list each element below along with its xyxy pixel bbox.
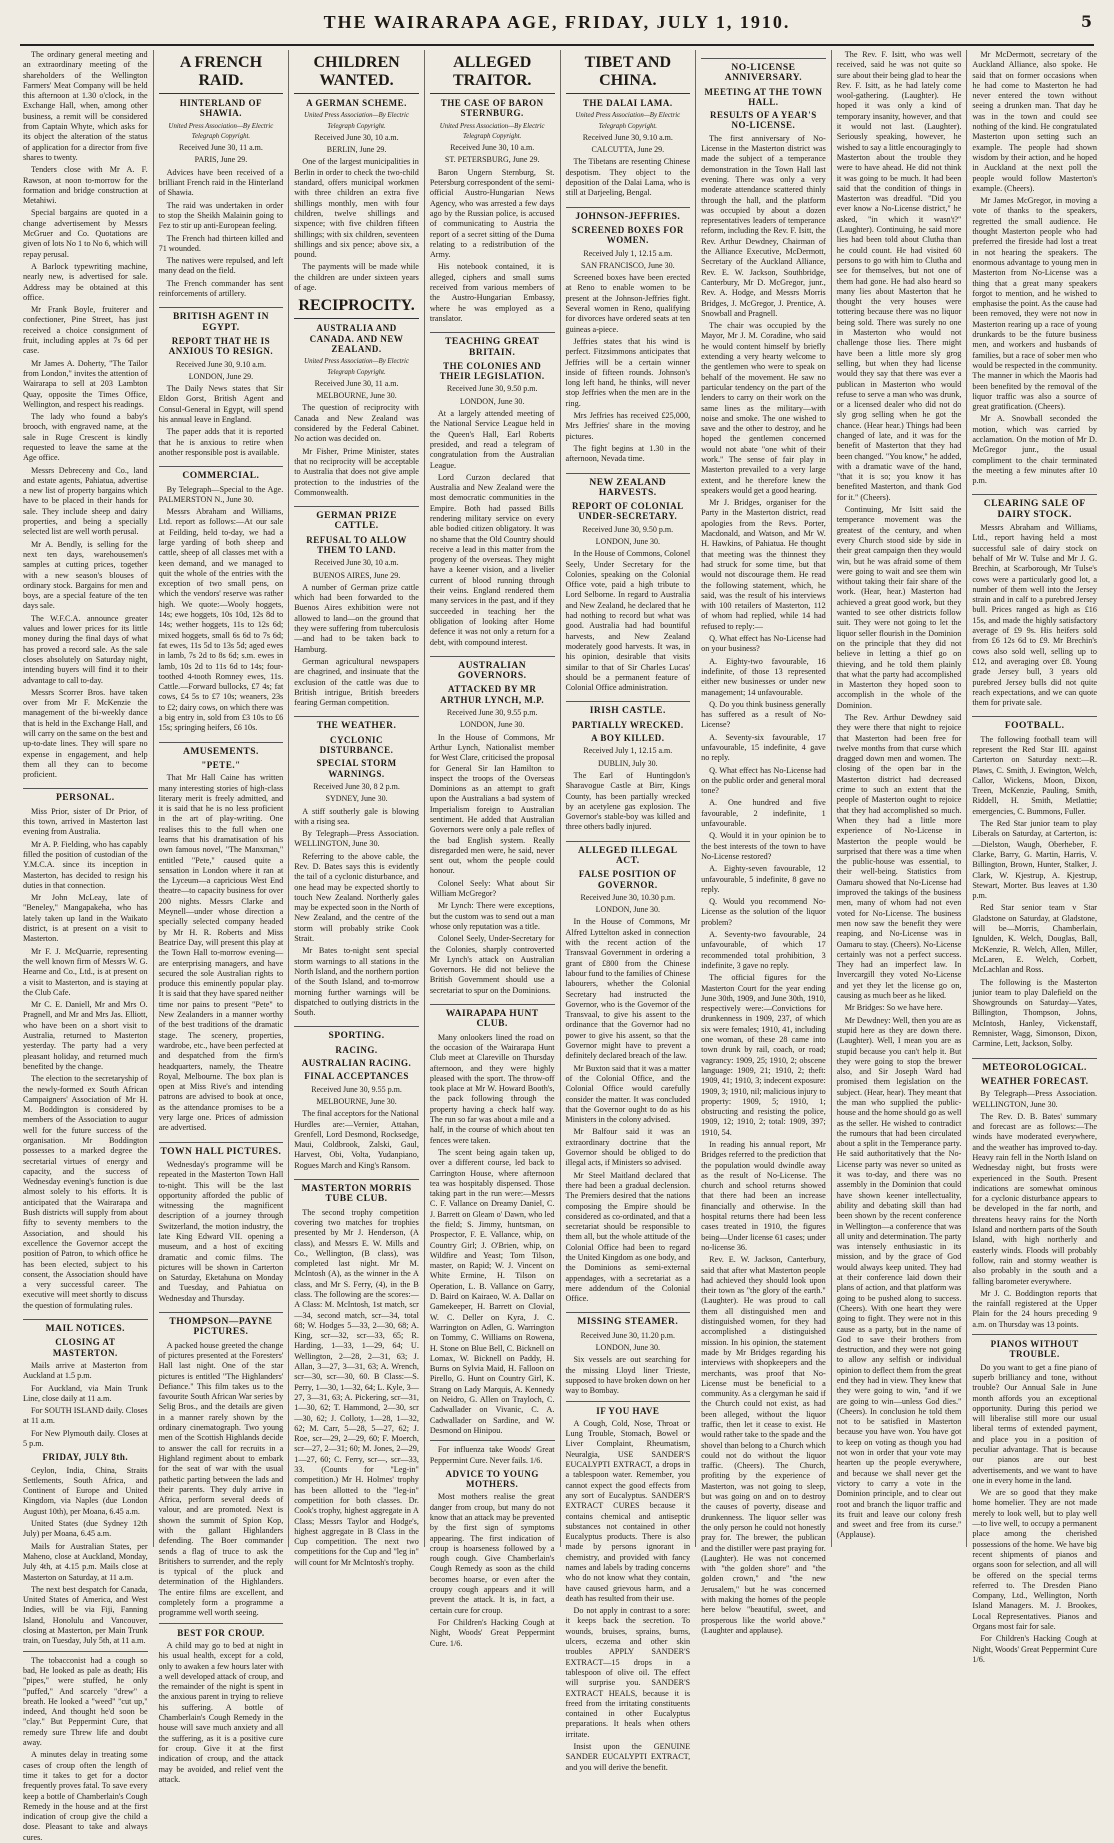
column-2 — [153, 50, 289, 1784]
section-heading: THE WEATHER. — [294, 716, 419, 731]
section-heading: NEW ZEALAND HARVESTS. — [566, 473, 691, 499]
paragraph: Messrs Scorrer Bros. have taken over from Mr F. McKenzie the management of the bi-weekly dance that is held in the Exchange Hall, and will carry on the same on the best and up-to-date lines. They will spare no expense in engagement, and help them all they can to become proficient. — [23, 687, 148, 780]
section-heading: GERMAN PRIZE CATTLE. — [294, 506, 419, 532]
paragraph: By Telegraph—Special to the Age. PALMERSTON N., June 30. — [158, 484, 284, 504]
paragraph: The question of reciprocity with Canada and New Zealand was considered by the Federal Cabinet. No action was decided on. — [294, 403, 419, 444]
dateline: SAN FRANCISCO, June 30. — [581, 260, 675, 270]
paragraph: Advices have been received of a brilliant French raid in the Hinterland of Shawia. — [158, 167, 284, 198]
dateline: Received June 30, 9.50 p.m. — [582, 524, 674, 534]
subheading: A BOY KILLED. — [591, 733, 665, 744]
paragraph: A. One hundred and five favourable, 2 indefinite, 1 unfavourable. — [701, 798, 826, 829]
wire-credit: United Press Association—By Electric Telegraph Copyright. — [168, 122, 274, 140]
paragraph: Jeffries states that his wind is perfect. Fitzsimmons anticipates that Jeffries will be a certain winner inside of fifteen rounds. Johnson's long left hand, he thinks, will never stop Jeffries when the men are in the ring. — [565, 336, 691, 408]
newspaper-title: THE WAIRARAPA AGE, FRIDAY, JULY 1, 1910. — [323, 12, 791, 32]
dateline: LONDON, June 30. — [459, 720, 525, 730]
column-7 — [831, 50, 967, 1547]
subheading: REFUSAL TO ALLOW THEM TO LAND. — [306, 534, 407, 555]
paragraph: Mr Bridges: So we have here. — [844, 1003, 943, 1013]
subheading: ADVICE TO YOUNG MOTHERS. — [445, 1468, 539, 1490]
paragraph: A child may go to bed at night in his usual health, except for a cold, only to awaken a few hours later with a well developed attack of croup, and the remainder of the night is spent in the anxious parent in trying to relieve his suffering. A bottle of Chamberlain's Cough Remedy in the house will save much anxiety and all the suffering, as it is a positive cure for croup. Give it at the first indication of croup, and the attack may be avoided, and relief vent the attack. — [158, 1640, 284, 1784]
dateline: LONDON, June 29. — [188, 371, 254, 381]
subheading: IF YOU HAVE — [596, 1405, 660, 1416]
paragraph: Many onlookers lined the road on the occasion of the Wairarapa Hunt Club meet at Clareville on Thursday afternoon, and they were highly pleased with the sport. The throw-off took place at Mr W. Howard Booth's, the pack following through the property having a check half way. The run so far was about a mile and a half, in the course of which about ten fences were taken. — [429, 1032, 555, 1145]
column-3 — [288, 50, 424, 1567]
subheading: WEATHER FORECAST. — [980, 1075, 1089, 1086]
paragraph: Q. Would you recommend No-License as the solution of the liquor problem? — [701, 897, 826, 927]
dateline: Received June 30, 9.55 p.m. — [311, 1084, 402, 1094]
paragraph: Mr Dewdney: Well, then you are as stupid here as they are down there. (Laughter). Well, I mean you are as stupid because you can't help it. But they were going to stop the brewer also, and Sir Joseph Ward had promised them legislation on the subject. (Hear, hear). They meant that the man who supplied the public-house and the home should go as well as the seller. He wished to contradict the rumours that had been circulated about a split in the Temperance party. He said authoritatively that the No-License party was never so united as it was to-day, and there was no assembly in the Dominion that could have shown keener intellectuality, ability and debating skill than had been shown by the recent conference in Wellington—a conference that was all unity and determination. The party was intensely enthusiastic in its mission, and by the grace of God would always keep united. They had at their conference laid down their plans of action, and that platform was going to be pushed along to success. (Cheers). With one heart they were going to fight. They were not in this cause as a party, but in the name of God to save their brothers from destruction, and they were not going to allow any selfish or individual opinion to deflect them from the great end they had in view. They knew that they were going to win, "and if we are going to win—unless God dies." (Cheers). In conclusion he told them not to be satisfied in Masterton because you have won. You have got to keep on voting as though you had not won in order that your vote may hearten up the people everywhere, and because we shall never get the victory to carry a vote in the Dominion principle, and to clear out root and branch the liquor traffic and its fruit and leave our colony fresh and sweet and free from its curse." (Applause). — [836, 1015, 962, 1540]
dateline: Received June 30, 9.55 p.m. — [446, 708, 538, 718]
paragraph: Mr J. Bridges, organiser for the Party in the Masterton district, read apologies from the Revs. Porter, Macdonald, and Watson, and Mr W. H. Hawkins, of Pahiatua. He thought that meeting was the thinnest they had struck for some time, but that would not discourage them. He read the following statement, which, he said, was the result of his interviews with 100 retailers of Masterton, 112 of whom had replied, while 14 had refused to reply:— — [701, 498, 826, 631]
paragraph: For New Plymouth daily. Closes at 5 p.m. — [23, 1428, 148, 1448]
subheading: FALSE POSITION OF GOVERNOR. — [578, 869, 677, 890]
paragraph: A Cough, Cold, Nose, Throat or Lung Trouble, Stomach, Bowel or Liver Complaint, Rheumatism, Neuralgia, USE SANDER'S EUCALYPTI EXTRACT, a drops in a tablespoon water. Remember, you cannot expect the good effects from any sort of Eucalyptus. SANDER'S EXTRACT CURES because it contains chemical and antiseptic substances not contained in other Eucalyptus products. There is also made by persons ignorant in chemistry, and provided with fancy names and labels by trading concerns who do not know what they contain, have caused grievous harm, and a death has resulted from their use. — [565, 1418, 691, 1603]
paragraph: The Rev. F. Isitt, who was well received, said he was not quite so sure about their being glad to hear the Rev. F. Isitt, as he had lately come wool-gathering. (Laughter). He hoped it was only a kind of temporary insanity, however, and that it would not last. (Laughter). Seriously speaking, however, he wished to say a little encouragingly to Masterton about the trouble they were to have ahead. He did not think it was going to be much. It had been said that the condition of things in Masterton was dreadful. "Did you ever know a No-License district," he asked, "in which it wasn't?" (Laughter). Continuing, he said more lies had been told about Clutha than he could count. He had visited 60 persons to go with him to Clutha and see for themselves, but not one of them had gone. He had also heard so many lies about Masterton that he thought the very houses were tottering because there was no liquor being sold. There was surely no one in Masterton who would not challenge those lies. There might have been a little more sly grog selling, but when they had license would they say that there was ever a publican in Masterton who would refuse to serve a man who was drunk, or a licensed dealer who did not do sly grog selling when he got the chance. (Hear hear.) Things had been changed of late, and it was for the benefit of Masterton that they had been changed. "You know," he added, with a dramatic wave of the hand, "that it is so; you know it has benefited Masterton, and thank God for it." (Cheers). — [836, 50, 962, 502]
dateline: LONDON, June 30. — [595, 536, 661, 546]
paragraph: Wednesday's programme will be repeated in the Masterton Town Hall to-night. This will be the last opportunity afforded the public of witnessing the magnificent description of a journey through Switzerland, the motion industry, the late King Edward VII. opening a museum, and a host of exciting dramatic and comic films. The pictures will be shown in Carterton on Saturday, Eketahuna on Monday and Tuesday, and Pahiatua on Wednesday and Thursday. — [158, 1159, 284, 1303]
subheading: FINAL ACCEPTANCES — [304, 1071, 409, 1082]
column-5 — [560, 50, 696, 1772]
wire-credit: United Press Association—By Electric Telegraph Copyright. — [575, 112, 681, 130]
paragraph: Mr McDermott, secretary of the Auckland Alliance, also spoke. He said that on former occasions when he had come to Masterton he had never entered the town without seeing a drunken man. That day he was in the town and could see nothing of the kind. He congratulated Masterton upon setting such an example. The people had shown wisdom by their action, and he hoped in Auckland at the next poll the people would follow Masterton's example. (Cheers). — [972, 50, 1097, 193]
headline: TIBET AND CHINA. — [566, 54, 691, 94]
section-heading: WAIRAPAPA HUNT CLUB. — [430, 1004, 555, 1030]
column-6 — [695, 50, 831, 1635]
subheading: ATTACKED BY MR ARTHUR LYNCH, M.P. — [440, 684, 545, 705]
paragraph: Mr Frank Boyle, fruiterer and confectioner, Pine Street, has just received a choice consignment of fruit, including apples at 7s 6d per case. — [23, 305, 148, 356]
subheading: THE COLONIES AND THEIR LEGISLATION. — [439, 360, 545, 382]
paragraph: Most mothers realise the great danger from croup, but many do not know that an attack may be prevented by the first sign of symptoms appearing. The first indication of croup is hoarseness followed by a rough cough. Give Chamberlain's Cough Remedy as soon as the child becomes hoarse, or even after the croupy cough appears and it will prevent the attack. It is, in fact, a certain cure for croup. — [429, 1492, 555, 1615]
paragraph: Messrs Abraham and Williams, Ltd. report as follows:—At our sale at Feilding, held to-day, we had a large yarding of both sheep and cattle, sheep of all classes met with a keen demand, and we managed to quit the whole of the entries with the exception of two small pens, on which the vendors' reserve was rather high. We quote:—Wooly hoggets, 14s; ewe hoggets, 10s 10d, 12s 8d to 14s; wether hoggets, 11s to 12s 6d; mixed hoggets, small 6s 6d to 7s 6d; fat ewes, 11s 5d to 13s 5d; aged ewes in lamb, 7s 2d to 8s 6d; s.m. ewes in lamb, 10s 2d to 11s 6d to 14s; four-toothed 4-tooth Romney ewes, 11s. Cattle.—Forward bullocks, £7 4s; fat cows, £4 5s to £7 10s; weaners, 23s to £2; dairy cows, on which there was a big entry in, sold from £3 10s to £6 15s; springing heifers, £6 10s. — [158, 507, 284, 733]
paragraph: Rev. E. W. Jackson, Canterbury, said that after what Masterton people had achieved they should look upon their town as "the glory of the earth." (Laughter). He was proud to call them all distinguished men and distinguished women, for they had accomplished a distinguished mission. In his opinion, the statement made by Mr Bridges regarding his interviews with shopkeepers and the merchants, was proof that No-License must be beneficial to a community. As a clergyman he said if the Church could not exist, as had been alleged, without the liquor traffic, then let it cease to exist. He would rather take to the spade and the shovel than belong to a Church which could not do without the liquor traffic. (Cheers). The Church, profiting by the experience of Masterton, was not going to sleep, but was going on and on to destroy the causes of poverty, disease and drunkenness. The liquor seller was the only person he could not honestly pray for. The brewer, the publican and the distiller were past praying for. (Laughter). He was not concerned with "the golden shore" and "the golden crown," and "the new Jerusalem," but he was concerned with making the homes of the people here below "beautiful, sweet, and prosperous like the world above." (Laughter and applause). — [701, 1255, 826, 1635]
dateline: Received July 1, 12.15 a.m. — [583, 248, 673, 258]
headline: RECIPROCITY. — [294, 297, 419, 319]
subheading: PIANOS WITHOUT TROUBLE. — [990, 1339, 1079, 1360]
subheading: PARTIALLY WRECKED. — [571, 719, 684, 730]
paragraph: One of the largest municipalities in Berlin in order to check the two-child standard, offers municipal workmen with three children an extra five shillings monthly, men with four children, twelve shillings and sixpence; with five children fifteen shillings; with six children, seventeen shillings and six pence; above six, a pound. — [294, 157, 419, 260]
article-columns — [18, 50, 1102, 1842]
paragraph: Insist upon the GENUINE SANDER EUCALYPTI EXTRACT, and you will derive the benefit. — [565, 1742, 691, 1772]
paragraph: The W.F.C.A. announce greater values and lower prices for its little money during the final days of what has proved a record sale. As the sale closes absolutely on Saturday night, intending buyers will find it to their advantage to call to-day. — [23, 613, 148, 685]
paragraph: His notebook contained, it is alleged, ciphers and small sums received from various members of the Austro-Hungarian Embassy, where he was employed as a translator. — [429, 262, 555, 323]
wire-credit: United Press Association—By Electric Telegraph Copyright. — [304, 358, 409, 376]
dateline: Received June 30, 10 a.m. — [314, 132, 399, 142]
section-heading: JOHNSON-JEFFRIES. — [566, 207, 691, 222]
paragraph: United States (due Sydney 12th July) per Moana, 6.45 a.m. — [23, 1519, 148, 1539]
subheading: FRIDAY, JULY 8th. — [42, 1452, 129, 1463]
page-number: 5 — [1080, 12, 1092, 31]
subheading: HINTERLAND OF SHAWIA. — [179, 98, 263, 119]
paragraph: Mr James McGregor, in moving a vote of thanks to the speakers, regretted the small audience. He thought Masterton people who had preferred the fireside had lost a treat in not hearing the speakers. The enormous advantage to young men in Masterton from No-License was a thing that a great many speakers forgot to mention, and he wished to emphasise the point. As the cause had been removed, they were not now in Masterton rearing up a race of young drunkards to be the future business men, and workers and husbands of families, but a race of sober men who would be respected in the community. The manner in which the Maoris had been benefited by the removal of the liquor traffic was also a source of great gratification. (Cheers). — [972, 196, 1097, 412]
paragraph: Mr A. Bendly, is selling for the next ten days, warehousemen's samples at cutting prices, together with a new season's blouses of ordinary stock. Bargains for men and boys, are a special feature of the ten days sale. — [23, 539, 148, 611]
headline: ALLEGED TRAITOR. — [430, 54, 555, 94]
subheading: AUSTRALIAN RACING. — [301, 1058, 412, 1069]
paragraph: Tenders close with Mr A. F. Rawson, at noon to-morrow for the formation and bridge construction at Metahiwi. — [23, 165, 148, 206]
paragraph: The ordinary general meeting and an extraordinary meeting of the shareholders of the Wellington Farmers' Meat Company will be held this afternoon at 1.30 o'clock, in the Exchange Hall, when, among other business, a remit will be considered from Captain Whyte, which asks for its object the alteration of the status of application for a director from five shares to twenty. — [23, 50, 148, 162]
paragraph: The Rev. D. B. Bates' summary and forecast are as follows:—The winds have moderated everywhere, and the weather has improved to-day. Heavy rain fell in the North Island on Wednesday night, but frosts were experienced in the South. Present indications are somewhat ominous for a cyclonic disturbance appears to be developed in the far north, and threatens heavy rains for the North Island and northern parts of the South Island, with high northerly and easterly winds. Floods will probably follow, rain and stormy weather is also probably in the south and a falling barometer everywhere. — [972, 1111, 1097, 1286]
section-heading: BRITISH AGENT IN EGYPT. — [159, 307, 284, 333]
dateline: LONDON, June 30. — [595, 905, 661, 915]
dateline: BERLIN, June 29. — [326, 145, 387, 155]
subheading: SCREENED BOXES FOR WOMEN. — [571, 224, 684, 246]
dateline: Received June 30, 11 a.m. — [314, 378, 399, 388]
paragraph: A minutes delay in treating some cases of croup often the length of time it takes to get for a doctor frequently proves fatal. To save every keep a bottle of Chamberlain's Cough Remedy in the house and at the first indication of croup give the child a dose. Pleasant to take and always cures. — [23, 1750, 148, 1842]
section-heading: AUSTRALIAN GOVERNORS. — [430, 656, 555, 682]
paragraph: Q. What effect has No-License had on the public order and general moral tone? — [701, 765, 826, 796]
masthead — [20, 10, 1094, 46]
subheading: A GERMAN SCHEME. — [306, 98, 407, 108]
paragraph: We are so good that they make home homelier. They are not made merely to look well, but to play well—to live well, to occupy a permanent place among the cherished possessions of the home. We have big recent shipments of pianos and organs soon for selection, and all will be offered on the special terms referred to. The Dresden Piano Company, Ltd., Wellington, North Island Managers. M. J. Brookes, Local Representatives. Pianos and Organs most fair for sale. — [972, 1488, 1097, 1632]
section-heading: ALLEGED ILLEGAL ACT. — [566, 841, 691, 867]
section-heading: MAIL NOTICES. — [23, 1319, 148, 1334]
paragraph: Mails for Australian States, per Maheno, close at Auckland, Monday, July 4th, at 4.15 p.m. Mails close at Masterton on Saturday, at 11 a.m. — [23, 1541, 148, 1582]
paragraph: German agricultural newspapers are chagrined, and insinuate that the exclusion of the cattle was due to British intrigue, British breeders fearing German competition. — [294, 656, 419, 708]
paragraph: The raid was undertaken in order to stop the Sheikh Malainin going to Fez to stir up anti-European feeling. — [158, 200, 284, 231]
paragraph: A Barlock typewriting machine, nearly new, is advertised for sale. Address may be obtained at this office. — [23, 261, 148, 302]
paragraph: The final acceptors for the National Hurdles are:—Vernier, Attahan, Grenfell, Lord Desmond, Rocksedge, Maui, Coldbrook, Zalski, Gaul, Harvest, Obi, Volta, Yudanpiano, Rogues March and King's Ransom. — [294, 1109, 419, 1170]
paragraph: Baron Ungern Sternburg, St. Petersburg correspondent of the semi-official Austro-Hungarian News Agency, who was arrested a few days ago by the Russian police, is accused of communicating to Austria the report of a secret sitting of the Duma relating to a redistribution of the Army. — [429, 167, 555, 260]
subheading: THE CASE OF BARON STERNBURG. — [440, 98, 544, 119]
paragraph: Messrs Abraham and Williams, Ltd., report having held a most successful sale of dairy stock on behalf of Mr W. Tulse and Mr J. G. Brechin, at Scarborough, Mr Tulse's cows were a particularly good lot, a number of them well into the Jersey strain and in calf to a purebred Jersey bull. Prices ranged as high as £16 15s, and made the highly satisfactory average of £9 9s. His heifers sold from £6 12s 6d to £9. Mr Brechin's cows also sold well, selling up to £12, and averaging over £8. Young grade Jersey bull, 3 years old purebred Jersey bulls did not quite reach expectations, and we can quote them for private sale. — [972, 523, 1097, 708]
paragraph: The following football team will represent the Red Star III. against Carterton on Saturday next:—R. Plaws, C. Smith, J. Ewington, Welch, Callor, Wickens, Moon, Dixon, Treen, McKenzie, Pauling, Smith, Riddell, H. Smith, Metlattie; emergencies, C. Bummons, Fuller. — [972, 734, 1097, 816]
paragraph: Mr F. J. McQuarrie, representing the well known firm of Messrs W. G. Hearne and Co., Ltd., is at present on a visit to Masterton, and is staying at the Club Cafe. — [23, 946, 148, 997]
dateline: Received June 30, 9.10 a.m. — [175, 359, 267, 369]
subheading: REPORT THAT HE IS ANXIOUS TO RESIGN. — [168, 335, 274, 357]
paragraph: Q. Would it in your opinion be to the best interests of the town to have No-License restored? — [701, 831, 826, 861]
paragraph: Miss Prior, sister of Dr Prior, of this town, arrived in Masterton last evening from Australia. — [23, 806, 148, 837]
paragraph: At a largely attended meeting of the National Service League held in the Queen's Hall, Earl Roberts presided, and read a telegram of congratulation from the Australian League. — [429, 409, 555, 470]
paragraph: The lady who found a baby's brooch, with engraved name, at the sale in Ruge Crescent is kindly requested to leave the same at the Age office. — [23, 412, 148, 463]
subheading: SPECIAL STORM WARNINGS. — [316, 758, 397, 779]
divider — [23, 1651, 148, 1652]
dateline: LONDON, June 30. — [595, 1343, 661, 1353]
paragraph: Do not apply in contrast to a sore: it keeps back the secretion. To wounds, bruises, sprains, burns, ulcers, eczema and other skin troubles APPLY SANDER'S EXTRACT—15 drops in a tablespoon of olive oil. The effect will surprise you. SANDER'S EXTRACT HEALS, because it is freed from the irritating constituents contained in other Eucalyptus preparations. It heals when others irritate. — [565, 1606, 691, 1739]
paragraph: The paper adds that it is reported that he is anxious to retire when another responsible post is available. — [158, 427, 284, 457]
paragraph: Q. Do you think business generally has suffered as a result of No-License? — [701, 699, 826, 730]
dateline: Received July 1, 12.15 a.m. — [583, 746, 673, 756]
paragraph: A. Seventy-six favourable, 17 unfavourable, 15 indefinite, 4 gave no reply. — [701, 732, 826, 763]
section-heading: TOWN HALL PICTURES. — [159, 1142, 284, 1157]
paragraph: The natives were repulsed, and left many dead on the field. — [158, 256, 284, 276]
dateline: Received June 30, 11.20 p.m. — [580, 1330, 675, 1340]
subheading: "PETE." — [201, 759, 241, 770]
paragraph: The chair was occupied by the Mayor, Mr J. M. Coradine, who said he would content himself by briefly extending a very hearty welcome to the gentlemen who were to speak on behalf of the movement. He saw no particular tendency on the part of the lenders to carry on their work on the same lines as the military—with noise and smoke. The one wished to save and the other to destroy, and he hoped the gentlemen concerned would not abate "one whit of their work." The sense of fair play in Masterton prevailed to a very large extent, and he therefore knew the speakers would get a good hearing. — [701, 321, 826, 495]
section-heading: NO-LICENSE ANNIVERSARY. — [701, 58, 826, 84]
section-heading: MISSING STEAMER. — [566, 1312, 691, 1327]
paragraph: The Daily News states that Sir Eldon Gorst, British Agent and Consul-General in Egypt, will spend his annual leave in England. — [158, 384, 284, 425]
dateline: MELBOURNE, June 30. — [316, 1096, 397, 1106]
dateline: Received June 30, 10 a.m. — [450, 143, 535, 153]
paragraph: Referring to the above cable, the Rev. D. Bates says this is evidently the tail of a cyclonic disturbance, and one head may be expected shortly to touch New Zealand. Northerly gales may be expected soon in the North of New Zealand, and the centre of the storm will probably strike Cook Strait. — [294, 851, 419, 944]
paragraph: Mails arrive at Masterton from Auckland at 1.5 p.m. — [23, 1360, 148, 1381]
paragraph: For Auckland, via Main Trunk Line, close daily at 11 a.m. — [23, 1383, 148, 1403]
paragraph: Continuing, Mr Isitt said the temperance movement was the greatest of the century, and when every Church stood side by side in their great campaign then they would win, but he was afraid some of them were going to wait and see them win without taking their fair share of the work. (Hear, hear.) Masterton had achieved a great good work, but they wanted to see other districts follow suit. They were not going to let the liquor seller flourish in the Dominion on the principle that they did not believe in letting a thief go on thieving, and he told them plainly that what the party had accomplished in Masterton they hoped soon to accomplish in the whole of the Dominion. — [836, 505, 962, 710]
subheading: BEST FOR CROUP. — [177, 1627, 265, 1638]
dateline: SYDNEY, June 30. — [325, 794, 388, 804]
section-heading: COMMERCIAL. — [159, 466, 284, 481]
dateline: Received June 30, 10 a.m. — [314, 558, 399, 568]
paragraph: Mr Buxton said that it was a matter of the Colonial Office, and the Colonial Office would carefully consider the matter. It was concluded that the Governor ought to do as his Ministers in the colony advised. — [565, 1063, 691, 1125]
paragraph: The official figures for the Masterton Court for the year ending June 30th, 1909, and June 30th, 1910, respectively were:—Convictions for drunkenness in 1909, 237, of which six were females; 1910, 41, including one woman, of these 28 came into town drunk by rail, coach, or road; vagrancy: 1909, 25; 1910, 2; obscene language: 1909, 21; 1910, 2; theft: 1909, 41; 1910, 3; indecent exposure: 1909, 3; 1910, nil; malicious injury to property: 1909, 5; 1910, 1; obstructing and resisting the police, 1909, 12; 1910, 2; total: 1909, 397; 1910, 54. — [701, 973, 826, 1137]
paragraph: Mr C. E. Daniell, Mr and Mrs O. Pragnell, and Mr and Mrs Jas. Elliott, who have been on a short visit to Australia, returned to Masterton yesterday. The party had a very pleasant holiday, and returned much benefited by the change. — [23, 1000, 148, 1071]
subheading: MEETING AT THE TOWN HALL. — [704, 86, 823, 107]
paragraph: Mr A. P. Fielding, who has capably filled the position of custodian of the Y.M.C.A. since its inception in Masterton, has decided to resign his duties in that connection. — [23, 839, 148, 890]
paragraph: The first anniversary of No-License in the Masterton district was made the subject of a temperance demonstration in the Town Hall last evening. There was only a very moderate attendance scattered thinly through the hall, and the platform was occupied by about a dozen representatives leaders of temperance reform, including the Rev. F. Isitt, the Rev. Arthur Dewdney, Chairman of the Alliance Executive, McDermott, Secretary of the Auckland Alliance, Rev. E. W. Jackson, Southbridge, Canterbury, Mr D. McGregor, junr., Rev. A. Hodge, and Messrs Morris Bridges, J. McGregor, J. Prentice, A. Snowball and Pragnell. — [701, 133, 826, 318]
paragraph: Mr James A. Doherty, "The Tailor from London," invites the attention of Wairarapa to sell at 203 Lambton Quay, opposite the Times Office, Wellington, and respect his readings. — [23, 358, 148, 409]
dateline: Received June 30, 9.10 a.m. — [582, 132, 673, 142]
dateline: MELBOURNE, June 30. — [316, 391, 397, 401]
section-heading: AMUSEMENTS. — [159, 742, 284, 757]
paragraph: For SOUTH ISLAND daily. Closes at 11 a.m. — [23, 1406, 148, 1426]
paragraph: For influenza take Woods' Great Peppermint Cure. Never fails. 1/6. — [429, 1445, 555, 1465]
paragraph: A. Seventy-two favourable, 24 unfavourable, of which 17 recommended total prohibition, 3 indefinite, 3 gave no reply. — [701, 930, 826, 970]
headline: CHILDREN WANTED. — [294, 54, 419, 94]
paragraph: Red Star senior team v Star Gladstone on Saturday, at Gladstone, will be—Morris, Chamberlain, Ignulden, K. Welch, Douglas, Ball, McKenzie, R. Welch, Allen, Miller, McLaren, E. Welch, Corbett, McLachlan and Ross. — [972, 903, 1097, 975]
dateline: ST. PETERSBURG, June 29. — [444, 155, 540, 165]
paragraph: In the House of Commons, Colonel Seely, Under Secretary for the Colonies, speaking on the Colonial Office vote, paid a high tribute to Lord Selborne. In regard to Australia and New Zealand, he declared that he had nothing to record but what was good. Australia had had bountiful harvests, and New Zealand moderately good harvests. It was, in his opinion, desirable that visits similar to that of Sir Charles Lucas' should be a permanent feature of Colonial Office administration. — [565, 549, 691, 693]
dateline: CALCUTTA, June 29. — [591, 145, 665, 155]
paragraph: A number of German prize cattle which had been forwarded to the Buenos Aires exhibition were not allowed to land—on the ground that they were suffering from tuberculosis—and had to be taken back to Hamburg. — [294, 582, 419, 654]
section-heading: TEACHING GREAT BRITAIN. — [430, 332, 555, 358]
section-heading: PERSONAL. — [23, 788, 148, 803]
subheading: CLOSING AT MASTERTON. — [52, 1337, 118, 1358]
paragraph: Mr Fisher, Prime Minister, states that no reciprocity will be acceptable to Australia that does not give ample protection to the industries of the Commonwealth. — [294, 446, 419, 497]
paragraph: Messrs Debreceny and Co., land and estate agents, Pahiatua, advertise a new list of property bargains which have to be placed in their hands for sale. They include sheep and dairy properties, and being a specially selected list are well worth perusal. — [23, 465, 148, 537]
paragraph: Mr John McLeay, late of "Beneley," Mangapakeha, who has lately taken up land in the Waikato district, is at present on a visit to Masterton. — [23, 893, 148, 944]
paragraph: The following is the Masterton junior team to play Dalefield on the Showgrounds on Saturday—Yates, Billington, Thompson, Johns, McIntosh, Hanley, Vickenstaff, Remnister, Wagg, Simonson, Dixon, Carmine, Lett, Jackson, Solby. — [972, 977, 1097, 1049]
paragraph: Mr Steel Maitland declared that there had been a gradual declension. The Premiers desired that the nations composing the Empire should be considered as co-ordinated, and that a secretariat should be responsible to them all, but the whole attitude of the Colonial Office had been to regard the United Kingdom as one body, and the Dominions as semi-external appendages, with a secretariat as a mere addendum of the Colonial Office. — [565, 1170, 691, 1304]
paragraph: Mrs Jeffries has received £25,000, Mrs Jeffries' share in the moving pictures. — [565, 411, 691, 441]
paragraph: Q. What effect has No-License had on your business? — [701, 634, 826, 654]
divider — [566, 1401, 691, 1402]
divider — [159, 1623, 284, 1624]
paragraph: Mr Lynch: There were exceptions, but the custom was to send out a man whose only reputation was a title. — [429, 901, 555, 931]
paragraph: Screened boxes have been erected at Reno to enable women to be present at the Johnson-Jeffries fight. Several women in Reno, qualifying for divorces have ordered seats at ten guineas a-piece. — [565, 273, 691, 334]
paragraph: By Telegraph—Press Association. WELLINGTON, June 30. — [972, 1089, 1097, 1109]
paragraph: For Children's Hacking Cough at Night, Woods' Great Peppermint Cure. 1/6. — [429, 1617, 555, 1648]
paragraph: The Rev. Arthur Dewdney said they were there that night to rejoice that Masterton had been free for twelve months from that curse which dragged down men and women. The closing of the open bar in the Masterton district had decreased crime to such an extent that the people of Masterton ought to rejoice that they had accomplished so much. When they had a little more experience of No-License in Masterton the people would be surprised that there was a time when the public-house was essential, to their well-being. Statistics from Oamaru showed that No-License had improved the takings of the business men, many of whom had not even voted for No-License. The business men now saw the benefit they were reaping, and No-License was in Oamaru to stay. (Cheers). No-License certainly was not a perfect success. They had an imperfect law. In Invercargill they voted No-License and yet they let the license go on, causing as much beer as he liked. — [836, 713, 962, 1001]
paragraph: The tobacconist had a cough so bad, He looked as pale as death; His "pipes," were stuffed, he only "puffed," And scarcely "drew" a breath. He looked a "weed" "cut up," indeed, And thought he'd soon be "clay." But Peppermint Cure, that remedy sure Threw life and doubt away. — [23, 1655, 148, 1748]
section-heading: THOMPSON—PAYNE PICTURES. — [159, 1312, 284, 1338]
paragraph: The payments will be made while the children are under sixteen years of age. — [294, 262, 419, 293]
paragraph: A. Eighty-seven favourable, 12 unfavourable, 5 indefinite, 8 gave no reply. — [701, 864, 826, 894]
paragraph: In reading his annual report, Mr Bridges referred to the prediction that the population would dwindle away as the result of No-License. The church and school returns showed that there had been an increase financially and otherwise. In the hospital returns there had been less cases treated in 1910, the figures being—Under license 61 cases; under no-license 36. — [701, 1139, 826, 1252]
subheading: REPORT OF COLONIAL UNDER-SECRETARY. — [571, 501, 684, 522]
paragraph: Six vessels are out searching for the missing Lloyd liner Trieste, supposed to have broken down on her way to Bombay. — [565, 1355, 691, 1396]
dateline: Received June 30, 8 2 p.m. — [313, 781, 400, 791]
section-heading: IRISH CASTLE. — [566, 701, 691, 716]
paragraph: Do you want to get a fine piano of superb brilliancy and tone, without trouble? Our Annual Sale in June month affords you an exceptional opportunity. During this period we will liberalise still more our usual liberal terms of extended payment, and place you in a position of peculiar advantage. That is because our pianos are our best advertisements, and we want to have one in every home in the land. — [972, 1362, 1097, 1485]
dateline: Received June 30, 11 a.m. — [178, 143, 263, 153]
paragraph: Special bargains are quoted in a change advertisement by Messrs McGruer and Co. Quotations are given of lots No 1 to No 6, which will repay perusal. — [23, 208, 148, 259]
paragraph: A packed house greeted the change of pictures presented at the Foresters' Hall last night. One of the star pictures is entitled "The Highlanders' Defiance." This film takes us to the favourite South African War series by Selig Bros., and the details are given in a manner rarely shown by the ordinary cinematograph. Two young men of the Scottish Highlands decide to answer the call for recruits in a Highland regiment about to embark for the seat of war with the usual pathetic parting between the lads and their parents. They duly arrive in Africa, perform several deeds of valour, and are promoted. Next is shown the summit of Spion Kop, with the gallant Highlanders defending. The Boer commander sends a flag of truce to ask the Britishers to surrender, and the reply is typical of the pluck and determination of the Highlanders. The entire films are excellent, and completely form a programme a programme well worth seeing. — [158, 1340, 284, 1618]
dateline: Received June 30, 10.30 p.m. — [580, 892, 676, 902]
paragraph: The fight begins at 1.30 in the afternoon, Nevada time. — [565, 443, 691, 464]
paragraph: That Mr Hall Caine has written many interesting stories of high-class literary merit is freely admitted, and it is said that he is no less proficient in the art of play-writing. One realises this to the full when one learns that his dramatisation of his own famous novel, "The Manxman," entitled "Pete," caused quite a sensation in London where it ran at the Lyceum—a capricious West End theatre—to capacity business for over 200 nights. Messrs Clarke and Meynell—under whose direction a specially selected company headed by Mr H. R. Roberts and Miss Beatrice Day, will present this play at the Town Hall to-morrow evening—are enterprising managers, and have secured the sole Australian rights to produce this eminently popular play. It is said that they have spared neither time nor pains to present "Pete" to New Zealanders in a manner worthy of the best traditions of the dramatic stage. The scenery, properties, wardrobe, etc., have been perfected at and despatched from the firm's headquarters, namely, the Theatre Royal, Melbourne. The box plan is open at Miss Rive's and intending patrons are advised to book at once, as the attendance promises to be a very large one. Prices of admission are advertised. — [158, 773, 284, 1133]
paragraph: In the House of Commons, Mr Alfred Lyttelton asked in connection with the recent action of the Transvaal Government in ordering a grant of £800 from the Chinese labour fund to the families of Chinese labourers, whether the Colonial Secretary had instructed the Governor, who is the Governor of the Transvaal, to give his assent to the ordinance that the Governor had no power to give his assent, so that the Governor might have to prevent a definitely declared breach of the law. — [565, 917, 691, 1061]
headline: A FRENCH RAID. — [159, 54, 284, 94]
paragraph: The next best despatch for Canada, United States of America, and West Indies, will be via Fiji, Fanning Island, Honolulu and Vancouver, closing at Masterton, per Main Trunk train, on Tuesday, July 5th, at 11 a.m. — [23, 1584, 148, 1646]
paragraph: Mr Bates to-night sent special storm warnings to all stations in the North Island, and the northern portion of the South Island, and to-morrow morning further warnings will be dispatched to outlying districts in the South. — [294, 946, 419, 1018]
paragraph: The French had thirteen killed and 71 wounded. — [158, 233, 284, 253]
paragraph: The Red Star junior team to play Liberals on Saturday, at Carterton, is:—Dielston, Waugh, Oberheber, F. Clarke, Barry, G. Martin, Harris, V. Billington, Brown, Hunter, Stalker, J. Clark, W. Kjestrup, A. Kjestrup, Stewart, Morter. Bus leaves at 1.30 p.m. — [972, 819, 1097, 901]
paragraph: For Children's Hacking Cough at Night, Woods' Great Peppermint Cure 1/6. — [972, 1634, 1097, 1664]
paragraph: Colonel Seely, Under-Secretary for the Colonies, sharply controverted Mr Lynch's attack on Australian Governors. He did not believe the British Government should use a secretariat to spur on the Dominions. — [429, 934, 555, 995]
section-heading: FOOTBALL. — [972, 716, 1097, 731]
section-heading: SPORTING. — [294, 1026, 419, 1041]
section-heading: MASTERTON MORRIS TUBE CLUB. — [294, 1179, 419, 1205]
divider — [430, 1440, 555, 1441]
paragraph: A stiff southerly gale is blowing with a rising sea. — [294, 806, 419, 826]
paragraph: The Tibetans are resenting Chinese despotism. They object to the deposition of the Dalai Lama, who is still at Darjeeling, Bengal. — [565, 157, 691, 198]
paragraph: The scent being again taken up, over a different course, led back to Carrington House, where afternoon tea was hospitably dispensed. Those taking part in the run were:—Messrs C. F. Vallance on Dreamy Daniel, C. J. Barrett on Gleam o' Dawn, who led the field; S. Jimmy, huntsman, on Prospector, F. E. Vallance, whip, on Country Girl; J. O'Brien, whip, on Wildfire and Yeast; Tom Tilson, master, on Rapid; W. J. Vincent on White Ermine, H. Tilson on Operation, L. B. Vallance on Garry, D. Baird on Kairaeo, W. A. Dallar on Gamekeeper, H. Barrett on Clovial, W. C. Deller on Kyra, J. C. Warrington on Adlen, G. Warrington on Tommy, C. Williams on Rowena, H. Stone on Blue Bell, C. Bicknell on Lomax, W. Bicknell on Paddy, H. Burns on Sylvia Maid, H. Falloon on Pirello, G. Hunt on Country Girl, K. Strang on Lady Marquis, A. Kennedy on Neidro, G. Allen on Trayloch, C. Cadwallader on Vivanic, C. A. Cadwallader on Sardine, and W. Desmond on Hinipou. — [429, 1147, 555, 1435]
paragraph: Mr A. Snowball seconded the motion, which was carried by acclamation. On the motion of Mr D. McGregor junr., the usual compliment to the chair terminated the meeting a few minutes after 10 p.m. — [972, 414, 1097, 486]
column-8 — [966, 50, 1102, 1664]
column-4 — [424, 50, 560, 1648]
paragraph: The Earl of Huntingdon's Sharavogue Castle at Birr, Kings County, has been partially wrecked by an acetylene gas explosion. The Governor's stable-boy was killed and three others badly injured. — [565, 770, 691, 832]
paragraph: In the House of Commons, Mr Arthur Lynch, Nationalist member for West Clare, criticised the proposal for General Sir Ian Hamilton to inspect the troops of the Overseas Dominions as an attempt to graft upon the Australians a bad system of Imperialism foreign to Australian sentiment. He added that Australian Governors were only a pale reflex of the bad English system. Really disregarded men were, he said, never sent out, whom the people could honour. — [429, 732, 555, 876]
column-1 — [18, 50, 153, 1842]
paragraph: The second trophy competition covering two matches for trophies presented by Mr J. Henderson, (A class), and Messrs E. W. Mills and Co., Wellington, (B class), was completed last night. Mr M. McIntosh (A), as the winner in the A class, and Mr S. Ferry, (4), in the B class. The following are the scores:—A Class: M. McIntosh, 1st match, scr—34, second match, scr—34, total 68; W. Hodges 5—33, 2—30, 68; A. King, scr—32, scr—33, 65; R. Harding, 1—33, 1—29, 64; U. Wellington, 2—28, 2—31, 63; J. Allan, 3—27, 3—31, 63; A. Wrench, scr—30, scr—30, 60. B Class:—S. Perry, 1—30, 1—32, 64; L. Kyle, 3—27, 3—31, 63; A. Pickering, scr—31, 1—30, 62; T. Hammond, 2—30, scr—30, 62; J. Colloty, 1—28, 1—32, 62; M. Carr, 5—28, 5—27, 62; J. Roe, scr—29, 2—29, 60; F. Moerch, scr—27, 2—31; 60; M. Jones, 2—29, 1—27, 60; C. Ferry, scr—, scr—33, 33. (Counts for "Leg-in" competition.) Mr H. Holmes' trophy has been allotted to the "leg-in" competition for both classes. Dr. Cook's trophy, highest aggregate in A Class; Messrs Taylor and Hodge's, highest aggregate in B Class in the Cup competition. The next two competitions for the Cup and "leg in" will count for Mr McIntosh's trophy. — [294, 1207, 419, 1567]
subheading: AUSTRALIA AND CANADA. AND NEW ZEALAND. — [309, 323, 404, 354]
dateline: PARIS, June 29. — [194, 155, 248, 165]
section-heading: CLEARING SALE OF DAIRY STOCK. — [972, 494, 1097, 520]
paragraph: Colonel Seely: What about Sir William McGregor? — [429, 878, 555, 899]
paragraph: Ceylon, India, China, Straits Settlements, South Africa, and Continent of Europe and United Kingdom, via Naples (due London August 10th), per Moana, 6.45 a.m. — [23, 1465, 148, 1516]
divider — [972, 1334, 1097, 1335]
subheading: RACING. — [335, 1044, 378, 1055]
dateline: DUBLIN, July 30. — [598, 758, 658, 768]
paragraph: Lord Curzon declared that Australia and New Zealand were the most democratic communities in the Empire. Both had passed Bills rendering military service on every able bodied citizen obligatory. It was no shame that the Old Country should receive a lead in this matter from the progeny of the overseas. They might have a keener vision, and a livelier current of blood running through their veins. England rendered them many services in the past, and if they succeeded in teaching her the obligation of looking after Home defence it was not only a return for a debt, with compound interest. — [429, 472, 555, 647]
paragraph: A. Eighty-two favourable, 16 indefinite, of those 13 represented either new businesses or under new management; 14 unfavourable. — [701, 656, 826, 697]
paragraph: Mr Balfour said it was an extraordinary doctrine that the Governor should be obliged to do illegal acts, if Ministers so advised. — [565, 1127, 691, 1168]
dateline: Received June 30, 9.50 p.m. — [446, 384, 538, 394]
dateline: LONDON, June 30. — [459, 396, 525, 406]
wire-credit: United Press Association—By Electric Telegraph Copyright. — [439, 122, 545, 140]
paragraph: Mr J. C. Boddington reports that the rainfall registered at the Upper Plain for the 24 hours preceding 9 a.m. on Thursday was 13 points. — [972, 1288, 1097, 1329]
subheading: CYCLONIC DISTURBANCE. — [319, 734, 394, 756]
wire-credit: United Press Association—By Electric Telegraph Copyright. — [304, 112, 409, 130]
dateline: BUENOS AIRES, June 29. — [312, 570, 401, 580]
paragraph: The French commander has sent reinforcements of artillery. — [158, 278, 284, 299]
paragraph: The election to the secretaryship of the newly-formed ex South African Campaigners' Association of Mr H. M. Boddington is considered by members of the Association to augur well for the future success of the organisation. Mr Boddington possesses to a marked degree the secretarial virtues of energy and capacity, and the success of Wednesday evening's function is due almost solely to his efforts. It is anticipated that the Wairarapa and Bush districts will supply from about fifty to seventy members to the Association, and should his excellence the Governor accept the position of Patron, to which office he has been elected, subject to his consent, the Association should have a very successful career. The executive will meet shortly to discuss the question of formulating rules. — [23, 1074, 148, 1310]
section-heading: METEOROLOGICAL. — [972, 1058, 1097, 1073]
paragraph: By Telegraph—Press Association. WELLINGTON, June 30. — [294, 829, 419, 849]
subheading: THE DALAI LAMA. — [582, 98, 673, 108]
subheading: RESULTS OF A YEAR'S NO-LICENSE. — [710, 110, 817, 131]
